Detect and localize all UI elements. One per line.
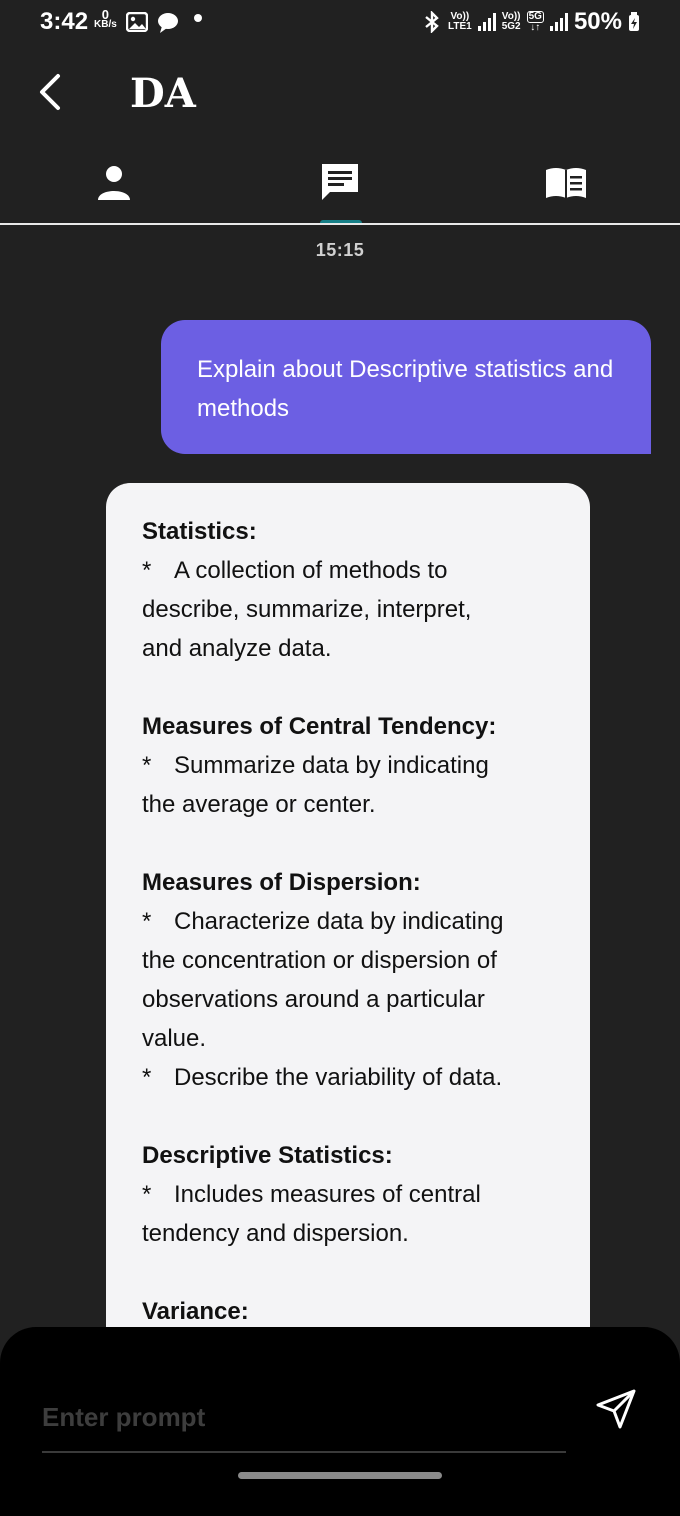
tab-notes[interactable] (544, 162, 588, 202)
bot-line-text: and analyze data. (142, 635, 332, 662)
data-arrows-icon: ↓↑ (530, 22, 541, 33)
sim1-label-top: Vo)) (450, 11, 470, 22)
app-bar (0, 52, 680, 136)
prompt-input[interactable] (42, 1383, 566, 1453)
network-5g-badge (527, 11, 544, 33)
bot-section (142, 512, 554, 668)
bot-line-text: observations around a particular (142, 986, 485, 1013)
network-speed-value: 0 (101, 7, 110, 22)
bot-section-line (142, 1019, 554, 1058)
bot-section-title: Descriptive Statistics: (142, 1142, 393, 1169)
bot-line-text: Characterize data by indicating (174, 908, 504, 935)
bot-line-text: value. (142, 1025, 207, 1052)
bot-line-text: A collection of methods to (174, 557, 448, 584)
sim2-signal-icon (550, 13, 568, 31)
bot-section-line (142, 1058, 554, 1097)
user-message-text: Explain about Descriptive statistics and methods (197, 356, 614, 422)
bot-section-line (142, 1214, 554, 1253)
bluetooth-icon (422, 11, 442, 33)
bot-section-title: Measures of Dispersion: (142, 869, 421, 896)
status-right (422, 8, 640, 36)
bot-section-line (142, 1175, 554, 1214)
bot-section-line (142, 902, 554, 941)
bot-line-text: Describe the variability of data. (174, 1064, 503, 1091)
bullet-marker: * (142, 1064, 152, 1091)
user-message-bubble (161, 320, 651, 454)
bot-section-line (142, 746, 554, 785)
bot-message-bubble (106, 483, 590, 1343)
bot-line-text: the concentration or dispersion of (142, 947, 497, 974)
send-icon[interactable] (594, 1387, 638, 1431)
tab-chat[interactable] (318, 162, 362, 202)
bot-section-title: Measures of Central Tendency: (142, 713, 497, 740)
sim1-label (448, 12, 472, 32)
bot-message-content (142, 512, 554, 1331)
battery-icon (628, 12, 640, 32)
bot-section (142, 707, 554, 824)
status-bar (0, 0, 680, 44)
sim1-signal-icon (478, 13, 496, 31)
book-icon (546, 168, 586, 198)
network-badge-label: 5G (528, 11, 542, 22)
bot-line-text: the average or center. (142, 791, 376, 818)
status-time: 3:42 (40, 8, 89, 35)
bot-line-text: Summarize data by indicating (174, 752, 489, 779)
bot-line-text: tendency and dispersion. (142, 1220, 409, 1247)
sim2-label-top: Vo)) (501, 11, 521, 22)
tab-divider (0, 223, 680, 225)
tab-bar (0, 150, 680, 224)
network-speed (94, 7, 117, 30)
gallery-icon (126, 12, 148, 32)
input-panel (0, 1327, 680, 1516)
sim2-label (502, 12, 521, 32)
message-icon (156, 12, 180, 34)
bot-section-line (142, 551, 554, 590)
bot-section-line (142, 980, 554, 1019)
bullet-marker: * (142, 557, 152, 584)
back-arrow-icon[interactable] (34, 70, 74, 114)
bot-line-text: Includes measures of central (174, 1181, 481, 1208)
person-icon (98, 166, 130, 200)
bot-section-title: Variance: (142, 1298, 249, 1325)
battery-percent: 50% (573, 8, 622, 35)
bot-section (142, 1292, 554, 1331)
tab-profile[interactable] (92, 162, 136, 202)
sim1-label-bottom: LTE1 (447, 21, 472, 32)
home-indicator (238, 1472, 442, 1479)
bot-section-line (142, 629, 554, 668)
bullet-marker: * (142, 908, 152, 935)
bot-section-line (142, 590, 554, 629)
bot-section-title: Statistics: (142, 518, 257, 545)
chat-icon (322, 164, 358, 200)
bot-section-line (142, 941, 554, 980)
bot-line-text: describe, summarize, interpret, (142, 596, 472, 623)
bot-section (142, 1136, 554, 1253)
bot-section (142, 863, 554, 1097)
sim2-label-bottom: 5G2 (501, 21, 521, 32)
network-speed-unit: KB/s (94, 19, 117, 30)
notification-dot-icon (194, 14, 202, 22)
bot-section-line (142, 785, 554, 824)
bullet-marker: * (142, 752, 152, 779)
bullet-marker: * (142, 1181, 152, 1208)
page-title: DA (130, 70, 196, 117)
message-timestamp: 15:15 (315, 240, 365, 260)
